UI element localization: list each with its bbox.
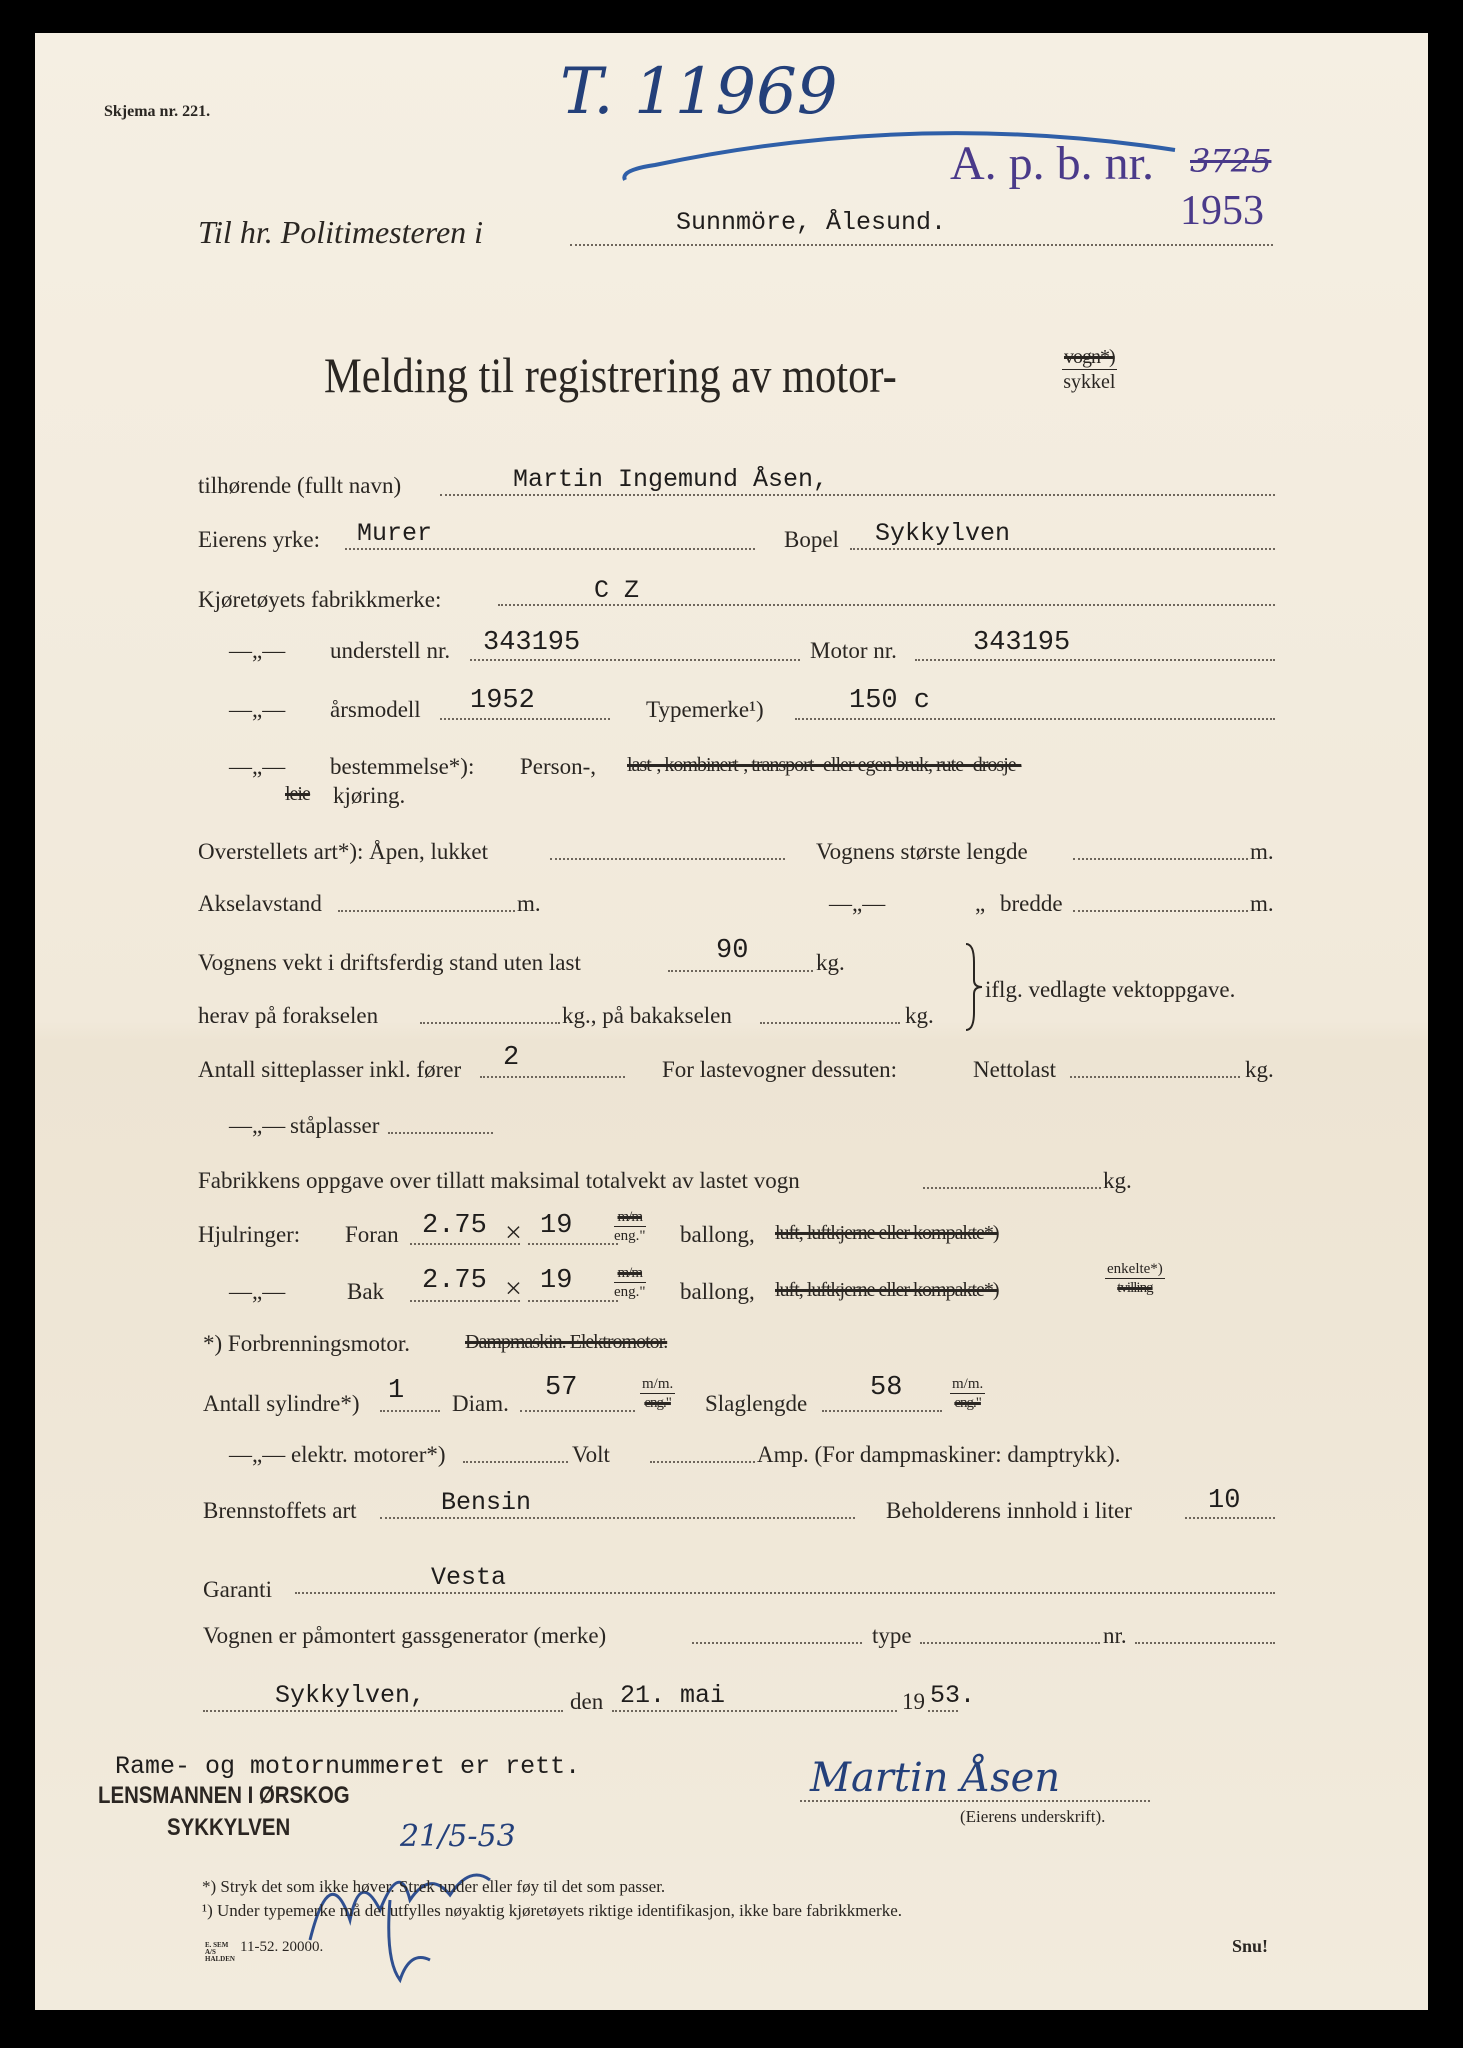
engine-label: *) Forbrenningsmotor. — [203, 1331, 410, 1356]
electric-line — [463, 1461, 568, 1463]
volt-label: Volt — [572, 1442, 610, 1467]
seats-value: 2 — [503, 1043, 520, 1073]
stroke-unit-struck: eng." — [954, 1395, 981, 1411]
ditto-quote: „ — [975, 891, 986, 916]
maxweight-unit: kg. — [1103, 1168, 1132, 1193]
motor-line — [915, 659, 1275, 661]
motor-label: Motor nr. — [810, 638, 897, 663]
title-option-struck: vogn*) — [1064, 346, 1115, 368]
occupation-label: Eierens yrke: — [198, 527, 320, 552]
rear-unit-struck: m/m — [614, 1264, 646, 1283]
cylinders-line — [380, 1410, 440, 1412]
addressee-label: Til hr. Politimesteren i — [198, 214, 484, 250]
front-size-line-a — [410, 1243, 520, 1245]
ditto-mark: —„— — [229, 638, 286, 663]
wheelbase-label: Akselavstand — [198, 891, 322, 916]
netload-label: Nettolast — [973, 1057, 1057, 1082]
place-line — [203, 1710, 563, 1712]
occupation-line — [345, 548, 755, 550]
length-label: Vognens største lengde — [816, 839, 1028, 864]
single-label: enkelte*) — [1107, 1261, 1163, 1277]
front-tyre-kept: ballong, — [680, 1222, 755, 1247]
stroke-value: 58 — [870, 1373, 903, 1403]
wheel-count-fraction — [1105, 1260, 1165, 1297]
owner-label: tilhørende (fullt navn) — [198, 473, 402, 498]
residence-line — [850, 548, 1275, 550]
gasgen-nr-label: nr. — [1103, 1623, 1127, 1648]
standing-line — [388, 1132, 493, 1134]
make-value: C Z — [594, 576, 640, 605]
footnote-1: *) Stryk det som ikke høver. Strek under eller føy til det som passer. — [202, 1877, 666, 1896]
date-line — [612, 1710, 897, 1712]
times-sign: × — [505, 1272, 522, 1305]
gasgen-nr-line — [1135, 1642, 1275, 1644]
seats-line — [480, 1076, 625, 1078]
weight-unit: kg. — [816, 950, 845, 975]
length-unit: m. — [1250, 839, 1274, 864]
twin-struck: tvilling — [1117, 1280, 1153, 1296]
print-run: 11-52. 20000. — [240, 1939, 324, 1955]
addressee-line — [570, 244, 1273, 246]
times-sign: × — [505, 1216, 522, 1249]
stamp-year: 1953 — [1180, 188, 1264, 234]
length-line — [1073, 858, 1248, 860]
ditto-mark: —„— — [229, 754, 286, 779]
owner-value: Martin Ingemund Åsen, — [513, 465, 829, 494]
front-unit-eng: eng." — [614, 1228, 646, 1244]
insurance-value: Vesta — [431, 1563, 507, 1592]
ditto-mark: —„— — [229, 1279, 286, 1304]
diameter-unit-struck: eng." — [644, 1395, 671, 1411]
century-label: 19 — [902, 1689, 925, 1714]
stroke-unit-fraction — [950, 1375, 985, 1412]
type-line — [795, 718, 1275, 720]
rear-size-line-b — [528, 1300, 618, 1302]
owner-signature: Martin Åsen — [810, 1755, 1061, 1801]
purpose-suffix: kjøring. — [333, 783, 406, 808]
rear-axle-line — [760, 1022, 900, 1024]
rear-unit-fraction — [614, 1264, 646, 1301]
signature-line — [800, 1800, 1150, 1802]
rear-unit-eng: eng." — [614, 1284, 646, 1300]
rear-size-b: 19 — [540, 1266, 573, 1296]
title-option-kept: sykkel — [1063, 371, 1116, 393]
page-title: Melding til registrering av motor- — [324, 347, 897, 403]
form-number: Skjema nr. 221. — [104, 103, 211, 120]
width-line — [1073, 910, 1248, 912]
cylinders-label: Antall sylindre*) — [203, 1391, 360, 1416]
signing-year: 53. — [930, 1681, 976, 1710]
maxweight-line — [923, 1187, 1101, 1189]
turn-over-label: Snu! — [1232, 1936, 1269, 1956]
archive-number: T. 11969 — [560, 55, 838, 129]
occupation-value: Murer — [357, 519, 433, 548]
printer-mark: E. SEM A/S HALDEN — [205, 1941, 235, 1963]
purpose-struck-2: leie — [285, 783, 310, 805]
model-year-value: 1952 — [470, 686, 535, 716]
netload-line — [1070, 1076, 1240, 1078]
rear-label: Bak — [347, 1279, 385, 1304]
gasgen-type-line — [920, 1642, 1100, 1644]
fuel-line — [380, 1517, 855, 1519]
signature-label: (Eierens underskrift). — [960, 1807, 1106, 1826]
fuel-label: Brennstoffets art — [203, 1498, 357, 1523]
diameter-label: Diam. — [452, 1391, 509, 1416]
weight-note: iflg. vedlagte vektoppgave. — [985, 977, 1236, 1002]
title-vehicle-type — [1062, 345, 1117, 394]
front-axle-line — [420, 1022, 560, 1024]
amp-label: Amp. (For dampmaskiner: damptrykk). — [757, 1442, 1121, 1467]
rear-size-a: 2.75 — [422, 1266, 487, 1296]
signing-place: Sykkylven, — [275, 1681, 426, 1710]
sheriff-stamp-line2: SYKKYLVEN — [167, 1814, 291, 1841]
netload-unit: kg. — [1245, 1057, 1274, 1082]
rear-axle-unit: kg. — [905, 1003, 934, 1028]
chassis-line — [470, 659, 800, 661]
tank-label: Beholderens innhold i liter — [886, 1498, 1132, 1523]
stamp-label: A. p. b. nr. — [950, 137, 1154, 190]
diameter-unit: m/m. — [642, 1376, 674, 1392]
insurance-label: Garanti — [203, 1577, 272, 1602]
motor-value: 343195 — [973, 628, 1071, 658]
rear-size-line-a — [410, 1300, 520, 1302]
rear-tyre-kept: ballong, — [680, 1279, 755, 1304]
den-label: den — [570, 1689, 604, 1714]
cylinders-value: 1 — [388, 1376, 405, 1406]
body-line — [550, 858, 785, 860]
seats-label: Antall sitteplasser inkl. fører — [198, 1057, 462, 1082]
insurance-line — [295, 1592, 1275, 1594]
sheriff-stamp-date: 21/5-53 — [400, 1819, 516, 1854]
tank-line — [1185, 1517, 1275, 1519]
model-year-line — [440, 718, 610, 720]
weight-label: Vognens vekt i driftsferdig stand uten last — [198, 950, 581, 975]
gasgen-type-label: type — [872, 1623, 912, 1648]
wheelbase-unit: m. — [517, 891, 541, 916]
truck-label: For lastevogner dessuten: — [662, 1057, 898, 1082]
purpose-label: bestemmelse*): — [330, 754, 475, 779]
verification-text: Rame- og motornummeret er rett. — [115, 1752, 581, 1781]
signing-date: 21. mai — [620, 1681, 726, 1710]
diameter-line — [520, 1410, 635, 1412]
ditto-mark: —„— — [229, 697, 286, 722]
stroke-line — [822, 1410, 942, 1412]
width-unit: m. — [1250, 891, 1274, 916]
stamp-number: 3725 — [1190, 142, 1272, 180]
type-label: Typemerke¹) — [646, 697, 764, 722]
sheriff-stamp-line1: LENSMANNEN I ØRSKOG — [98, 1782, 350, 1809]
diameter-value: 57 — [545, 1373, 578, 1403]
engine-struck: Dampmaskin. Elektromotor. — [465, 1331, 668, 1353]
front-size-b: 19 — [540, 1211, 573, 1241]
purpose-struck: last-, kombinert-, transport- eller egen bruk, rute- drosje- — [627, 754, 1022, 776]
year-line — [928, 1710, 958, 1712]
weight-value: 90 — [716, 936, 749, 966]
residence-value: Sykkylven — [875, 519, 1011, 548]
footnote-2: ¹) Under typemerke må det utfylles nøyaktig kjøretøyets riktige identifikasjon, ikke bare fabrikkmerke. — [202, 1901, 902, 1920]
tank-value: 10 — [1208, 1486, 1241, 1516]
front-size-line-b — [528, 1243, 618, 1245]
ditto-mark: —„— — [829, 891, 886, 916]
addressee-value: Sunnmöre, Ålesund. — [676, 208, 947, 237]
ditto-mark: —„— — [229, 1113, 286, 1138]
volt-line — [650, 1461, 755, 1463]
fuel-value: Bensin — [441, 1488, 532, 1517]
front-label: Foran — [345, 1222, 399, 1247]
front-axle-label: herav på forakselen — [198, 1003, 379, 1028]
chassis-label: understell nr. — [330, 638, 451, 663]
front-size-a: 2.75 — [422, 1211, 487, 1241]
width-label: bredde — [1000, 891, 1063, 916]
front-unit-struck: m/m — [614, 1208, 646, 1227]
chassis-value: 343195 — [483, 628, 581, 658]
gasgen-line — [692, 1642, 862, 1644]
brace — [962, 942, 984, 1032]
maxweight-label: Fabrikkens oppgave over tillatt maksimal totalvekt av lastet vogn — [198, 1168, 800, 1193]
type-value: 150 c — [849, 686, 931, 716]
rear-tyre-struck: luft, luftkjerne eller kompakte*) — [775, 1279, 999, 1301]
diameter-unit-fraction — [640, 1375, 675, 1412]
owner-line — [440, 494, 1275, 496]
model-year-label: årsmodell — [330, 697, 421, 722]
gasgen-label: Vognen er påmontert gassgenerator (merke) — [203, 1623, 607, 1648]
standing-label: ståplasser — [290, 1113, 380, 1138]
rear-axle-label: kg., på bakakselen — [562, 1003, 732, 1028]
tyres-label: Hjulringer: — [198, 1222, 301, 1247]
purpose-kept: Person-, — [520, 754, 597, 779]
stroke-unit: m/m. — [952, 1376, 984, 1392]
electric-label: —„— elektr. motorer*) — [229, 1442, 446, 1467]
wheelbase-line — [338, 910, 515, 912]
front-tyre-struck: luft, luftkjerne eller kompakte*) — [775, 1222, 999, 1244]
weight-line — [668, 970, 813, 972]
stroke-label: Slaglengde — [705, 1391, 808, 1416]
residence-label: Bopel — [784, 527, 839, 552]
body-label: Overstellets art*): Åpen, lukket — [198, 839, 488, 864]
make-label: Kjøretøyets fabrikkmerke: — [198, 587, 442, 612]
front-unit-fraction — [614, 1208, 646, 1245]
